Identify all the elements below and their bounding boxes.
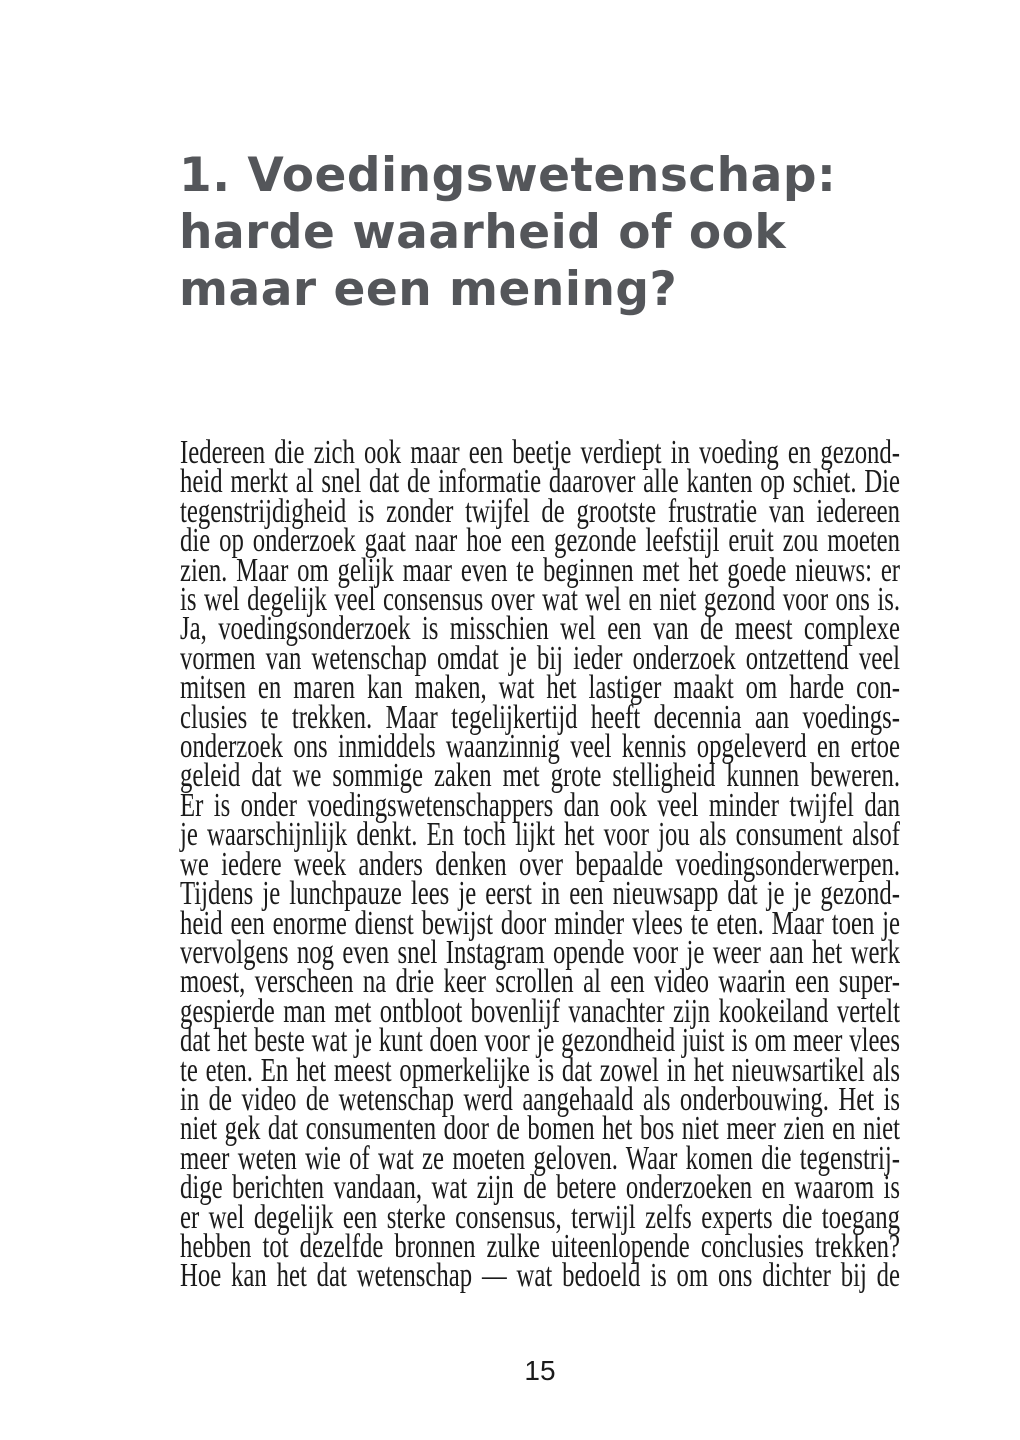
body-text-line: vormen van wetenschap omdat je bij ieder onderzoek ontzettend veel bbox=[180, 639, 901, 677]
body-text-line: mitsen en maren kan maken, wat het lastiger maakt om harde con- bbox=[180, 669, 901, 707]
body-text-line: Hoe kan het dat wetenschap — wat bedoeld is om ons dichter bij de bbox=[180, 1257, 901, 1295]
body-paragraph bbox=[180, 434, 901, 1295]
body-text-line: Iedereen die zich ook maar een beetje verdiept in voeding en gezond- bbox=[180, 434, 901, 471]
body-text-line: clusies te trekken. Maar tegelijkertijd heeft decennia aan voedings- bbox=[180, 698, 901, 736]
body-text-line: dat het beste wat je kunt doen voor je gezondheid juist is om meer vlees bbox=[180, 1022, 901, 1060]
chapter-title bbox=[179, 147, 836, 318]
body-text-line: in de video de wetenschap werd aangehaald als onderbouwing. Het is bbox=[180, 1080, 901, 1118]
body-text-line: te eten. En het meest opmerkelijke is dat zowel in het nieuwsartikel als bbox=[180, 1051, 901, 1089]
body-text-line: moest, verscheen na drie keer scrollen al een video waarin een super- bbox=[180, 963, 901, 1001]
body-text-line: je waarschijnlijk denkt. En toch lijkt het voor jou als consument alsof bbox=[180, 816, 901, 854]
body-text-line: onderzoek ons inmiddels waanzinnig veel kennis opgeleverd en ertoe bbox=[180, 728, 901, 766]
body-text-line: dige berichten vandaan, wat zijn de betere onderzoeken en waarom is bbox=[180, 1169, 901, 1207]
body-text-line: geleid dat we sommige zaken met grote stelligheid kunnen beweren. bbox=[180, 757, 901, 795]
body-text-line: Ja, voedingsonderzoek is misschien wel een van de meest complexe bbox=[180, 610, 901, 648]
body-text-line: we iedere week anders denken over bepaalde voedingsonderwerpen. bbox=[180, 845, 901, 883]
body-text-line: Er is onder voedingswetenschappers dan ook veel minder twijfel dan bbox=[180, 786, 901, 824]
body-text-line: heid een enorme dienst bewijst door minder vlees te eten. Maar toen je bbox=[180, 904, 901, 942]
body-text-line: er wel degelijk een sterke consensus, terwijl zelfs experts die toegang bbox=[180, 1198, 901, 1236]
chapter-title-line: harde waarheid of ook bbox=[179, 205, 787, 260]
body-text-line: die op onderzoek gaat naar hoe een gezonde leefstijl eruit zou moeten bbox=[180, 522, 901, 560]
body-text-line: is wel degelijk veel consensus over wat wel en niet gezond voor ons is. bbox=[180, 581, 901, 619]
chapter-title-line: maar een mening? bbox=[179, 262, 678, 317]
body-text-line: niet gek dat consumenten door de bomen het bos niet meer zien en niet bbox=[180, 1110, 901, 1148]
body-text-line: vervolgens nog even snel Instagram opende voor je weer aan het werk bbox=[180, 933, 901, 971]
body-text-line: heid merkt al snel dat de informatie daarover alle kanten op schiet. Die bbox=[180, 463, 901, 501]
page-number: 15 bbox=[524, 1355, 556, 1386]
chapter-title-line: 1. Voedingswetenschap: bbox=[179, 148, 837, 203]
body-text-line: gespierde man met ontbloot bovenlijf vanachter zijn kookeiland vertelt bbox=[180, 992, 901, 1030]
body-text-line: zien. Maar om gelijk maar even te beginnen met het goede nieuws: er bbox=[180, 551, 901, 589]
body-text-line: Tijdens je lunchpauze lees je eerst in een nieuwsapp dat je je gezond- bbox=[180, 875, 901, 913]
body-text-line: tegenstrijdigheid is zonder twijfel de grootste frustratie van iedereen bbox=[180, 492, 901, 530]
body-text-line: hebben tot dezelfde bronnen zulke uiteenlopende conclusies trekken? bbox=[180, 1227, 901, 1265]
body-text-line: meer weten wie of wat ze moeten geloven. Waar komen die tegenstrij- bbox=[180, 1139, 901, 1177]
